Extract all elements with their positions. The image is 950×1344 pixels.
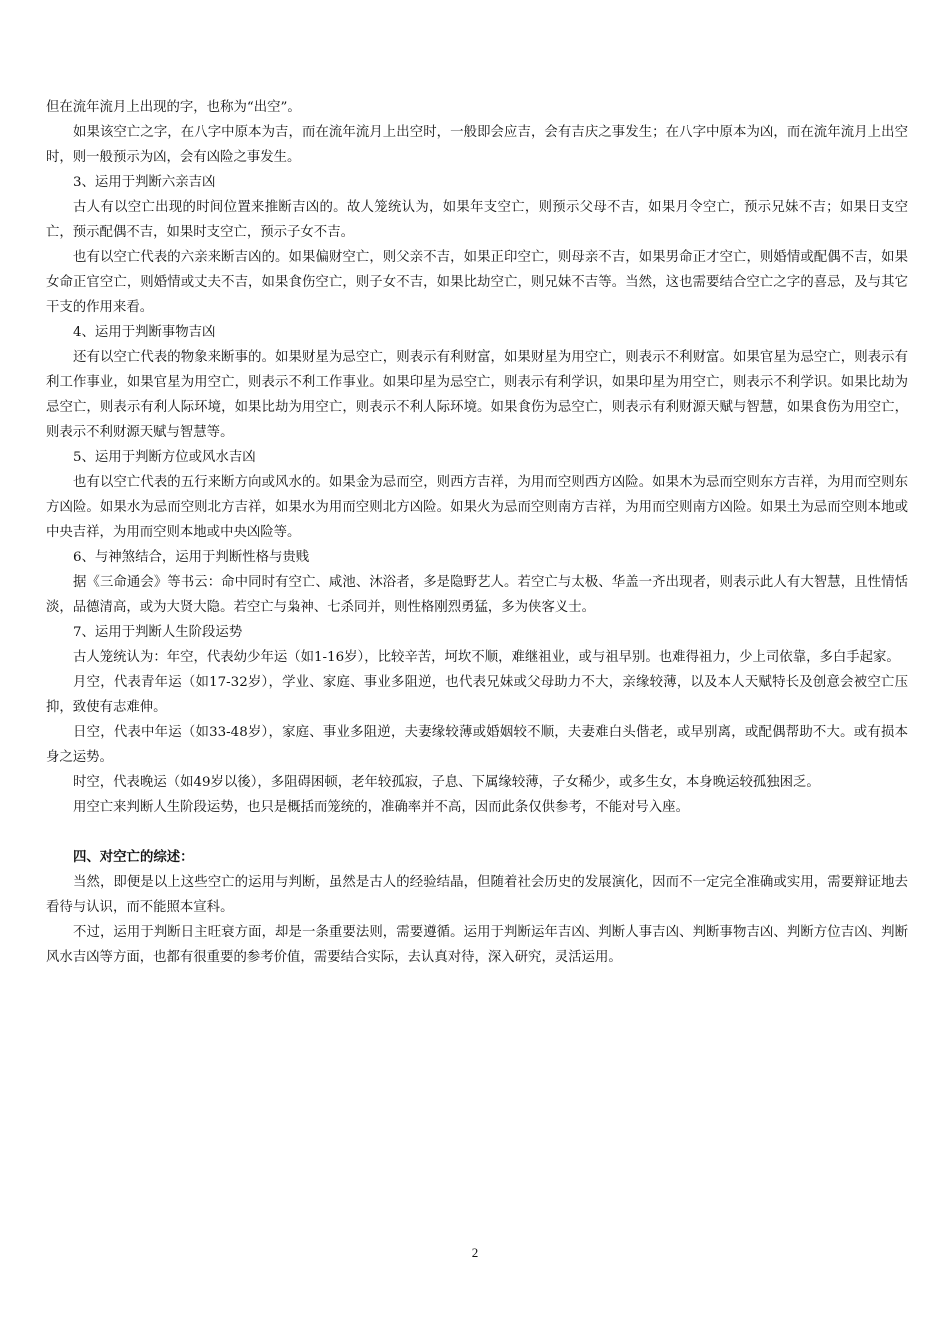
- paragraph: 如果该空亡之字，在八字中原本为吉，而在流年流月上出空时，一般即会应吉，会有吉庆之事发生；在八字中原本为凶，而在流年流月上出空时，则一般预示为凶，会有凶险之事发生。: [46, 125, 908, 165]
- section-heading: 7、运用于判断人生阶段运势: [73, 625, 243, 640]
- paragraph: 用空亡来判断人生阶段运势，也只是概括而笼统的，准确率并不高，因而此条仅供参考，不能对号入座。: [73, 800, 689, 815]
- paragraph: 古人有以空亡出现的时间位置来推断吉凶的。故人笼统认为，如果年支空亡，则预示父母不吉，如果月令空亡，预示兄妹不吉；如果日支空亡，预示配偶不吉，如果时支空亡，预示子女不吉。: [46, 200, 908, 240]
- paragraph: 月空，代表青年运（如17-32岁），学业、家庭、事业多阻逆，也代表兄妹或父母助力不大，亲缘较薄，以及本人天赋特长及创意会被空亡压抑，致使有志难伸。: [46, 675, 908, 715]
- paragraph: 日空，代表中年运（如33-48岁），家庭、事业多阻逆，夫妻缘较薄或婚姻较不顺，夫妻难白头偕老，或早别离，或配偶帮助不大。或有损本身之运势。: [46, 725, 908, 765]
- document-body: [46, 95, 908, 970]
- page-number: 2: [471, 1245, 479, 1260]
- section-heading: 5、运用于判断方位或风水吉凶: [73, 450, 256, 465]
- paragraph: 但在流年流月上出现的字，也称为“出空”。: [46, 100, 301, 115]
- section-heading: 3、运用于判断六亲吉凶: [73, 175, 216, 190]
- paragraph: 也有以空亡代表的六亲来断吉凶的。如果偏财空亡，则父亲不吉，如果正印空亡，则母亲不吉，如果男命正才空亡，则婚情或配偶不吉，如果女命正官空亡，则婚情或丈夫不吉，如果食伤空亡，则子女不吉，如果比劫空亡，则兄妹不吉等。当然，这也需要结合空亡之字的喜忌，及与其它干支的作用来看。: [46, 250, 908, 315]
- paragraph: 古人笼统认为：年空，代表幼少年运（如1-16岁），比较辛苦，坷坎不顺，难继祖业，或与祖早别。也难得祖力，少上司依靠，多白手起家。: [73, 650, 900, 665]
- paragraph: 据《三命通会》等书云：命中同时有空亡、咸池、沐浴者，多是隐野艺人。若空亡与太极、华盖一齐出现者，则表示此人有大智慧，且性情恬淡，品德清高，或为大贤大隐。若空亡与枭神、七杀同并，则性格刚烈勇猛，多为侠客义士。: [46, 575, 908, 615]
- paragraph: 不过，运用于判断日主旺衰方面，却是一条重要法则，需要遵循。运用于判断运年吉凶、判断人事吉凶、判断事物吉凶、判断方位吉凶、判断风水吉凶等方面，也都有很重要的参考价值，需要结合实际，去认真对待，深入研究，灵活运用。: [46, 925, 908, 965]
- paragraph: 时空，代表晚运（如49岁以後），多阻碍困顿，老年较孤寂，子息、下属缘较薄，子女稀少，或多生女，本身晚运较孤独困乏。: [73, 775, 820, 790]
- section-heading: 4、运用于判断事物吉凶: [73, 325, 216, 340]
- paragraph: 还有以空亡代表的物象来断事的。如果财星为忌空亡，则表示有利财富，如果财星为用空亡，则表示不利财富。如果官星为忌空亡，则表示有利工作事业，如果官星为用空亡，则表示不利工作事业。如果印星为忌空亡，则表示有利学识，如果印星为用空亡，则表示不利学识。如果比劫为忌空亡，则表示有利人际环境，如果比劫为用空亡，则表示不利人际环境。如果食伤为忌空亡，则表示有利财源天赋与智慧，如果食伤为用空亡，则表示不利财源天赋与智慧等。: [46, 350, 908, 440]
- chapter-heading: 四、对空亡的综述：: [73, 849, 194, 865]
- section-heading: 6、与神煞结合，运用于判断性格与贵贱: [73, 550, 310, 565]
- paragraph: 当然，即便是以上这些空亡的运用与判断，虽然是古人的经验结晶，但随着社会历史的发展演化，因而不一定完全准确或实用，需要辩证地去看待与认识，而不能照本宣科。: [46, 875, 908, 915]
- paragraph: 也有以空亡代表的五行来断方向或风水的。如果金为忌而空，则西方吉祥，为用而空则西方凶险。如果木为忌而空则东方吉祥，为用而空则东方凶险。如果水为忌而空则北方吉祥，如果水为用而空则北方凶险。如果火为忌而空则南方吉祥，为用而空则南方凶险。如果土为忌而空则本地或中央吉祥，为用而空则本地或中央凶险等。: [46, 475, 908, 540]
